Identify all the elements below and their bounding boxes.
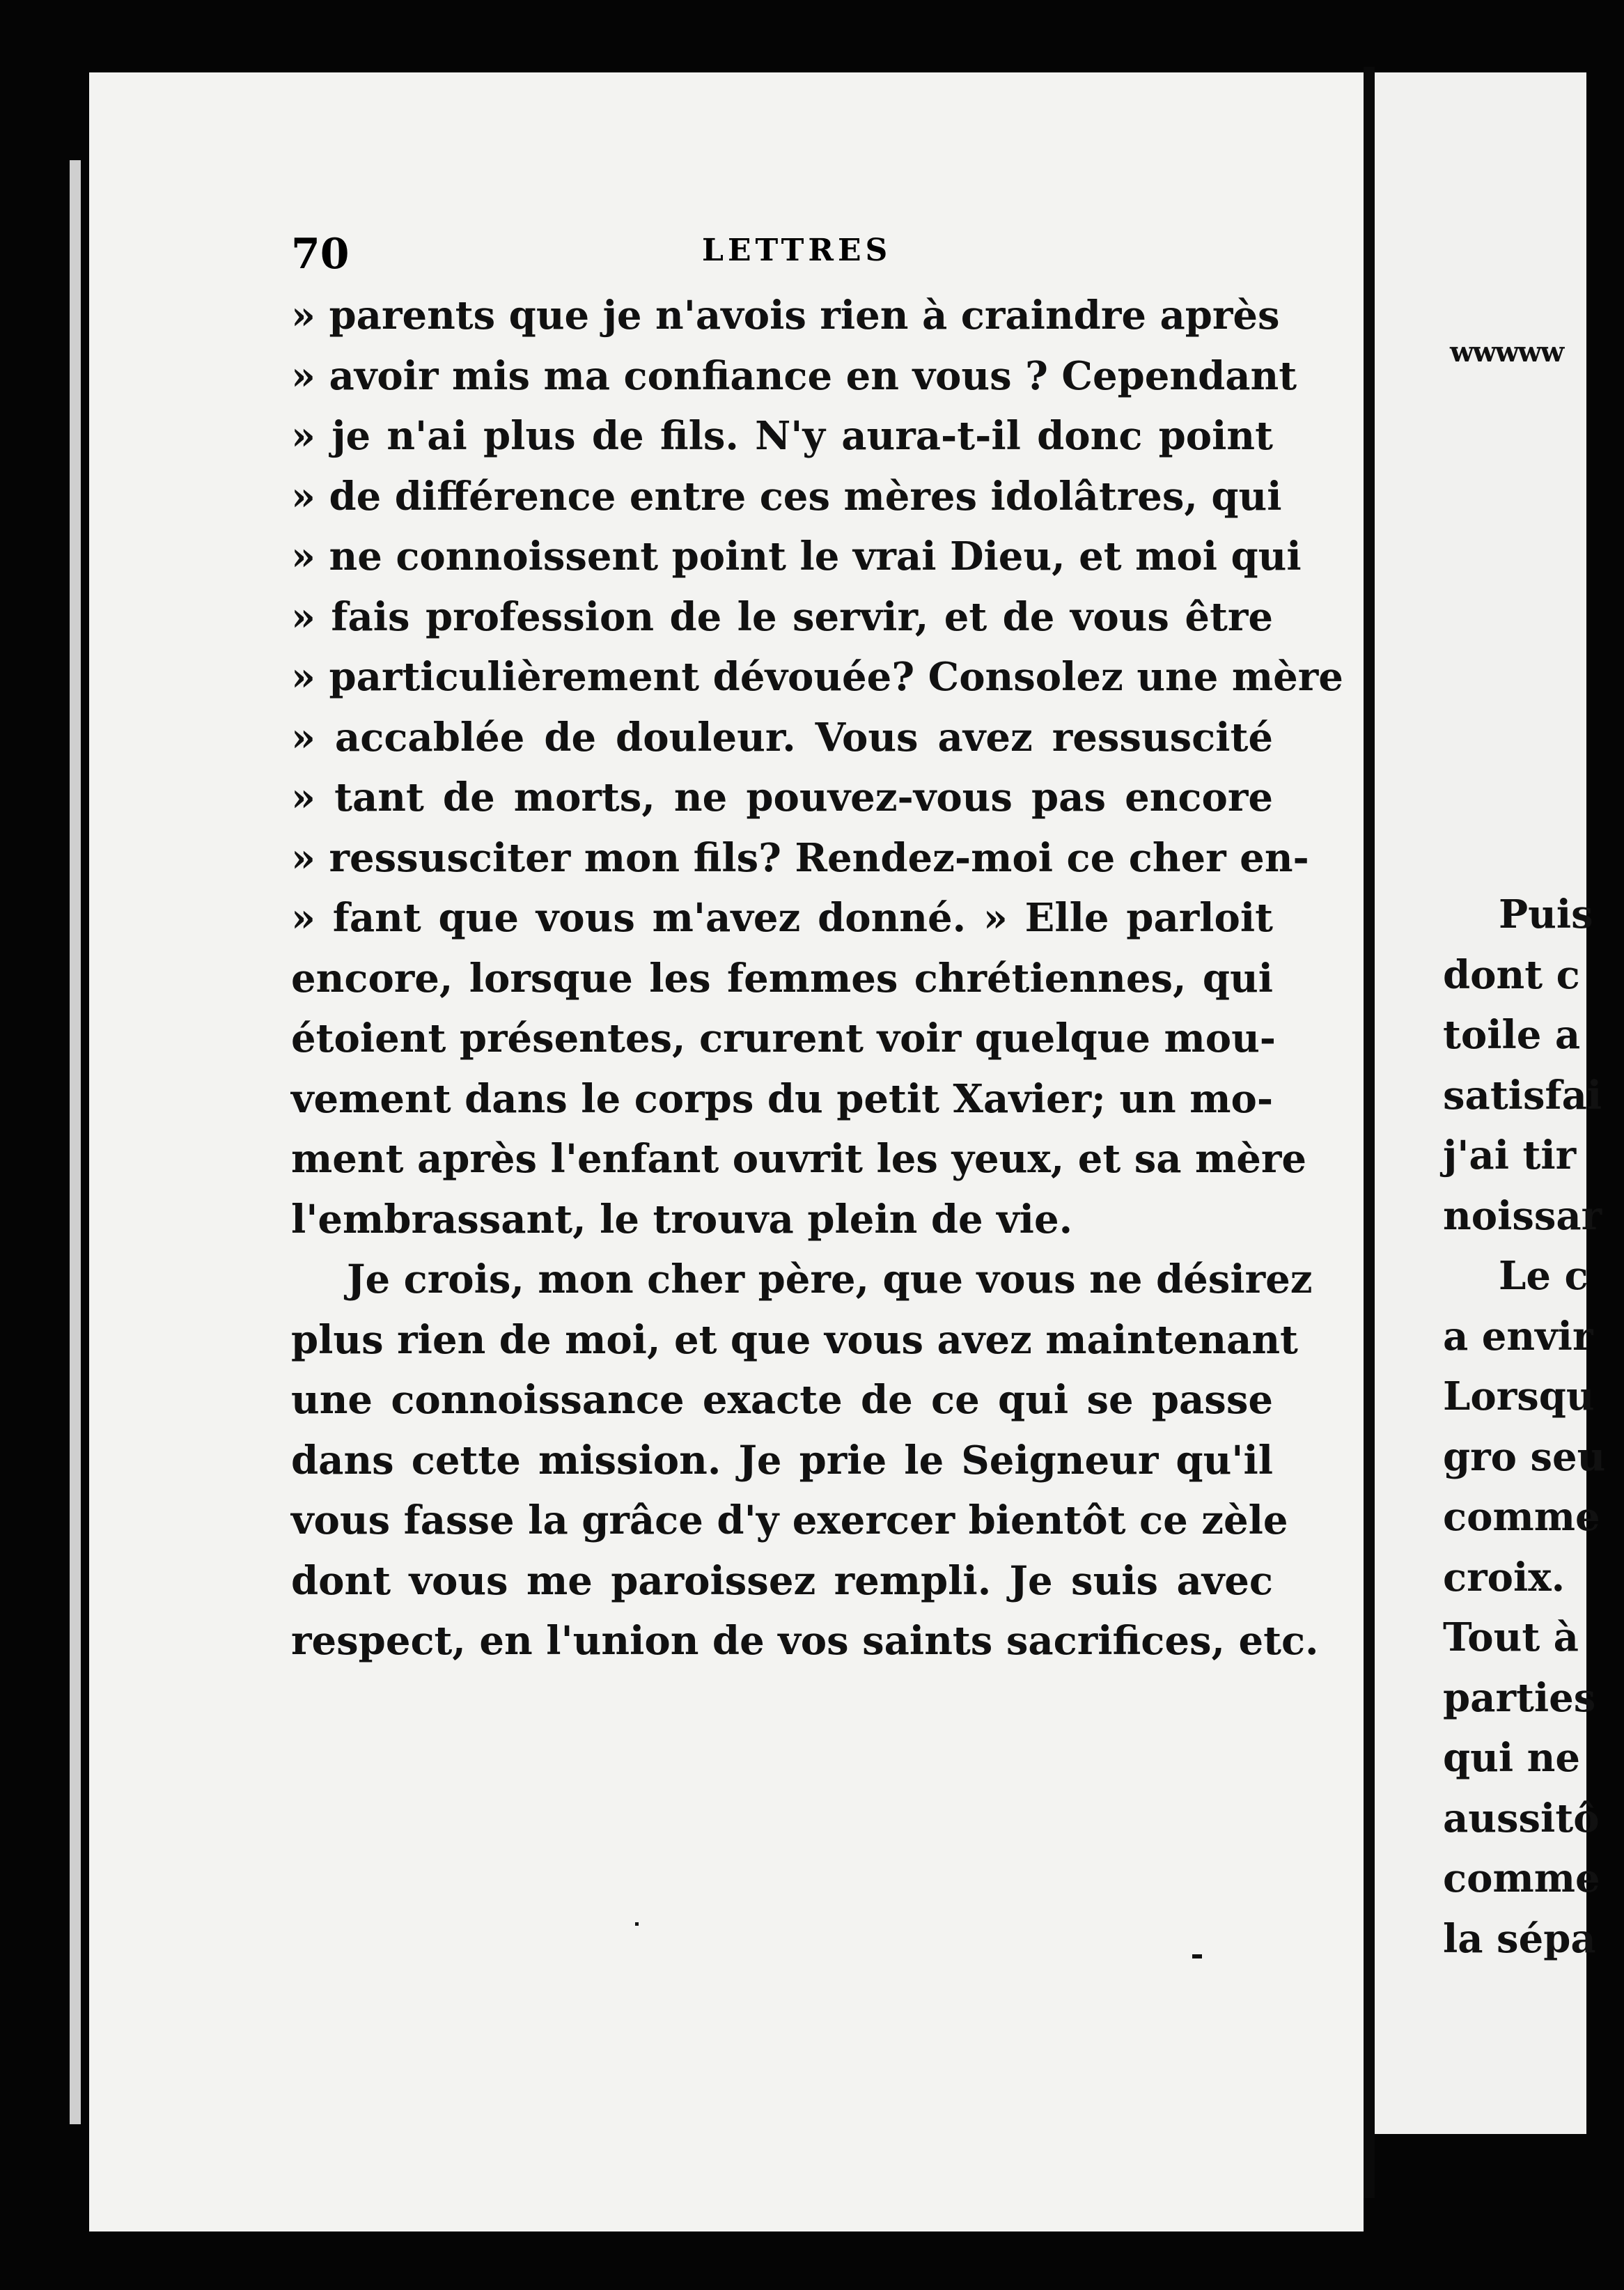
- ink-speck: [635, 1922, 639, 1926]
- text-line: dans cette mission. Je prie le Seigneur qu'il: [291, 1437, 1273, 1483]
- text-line: » parents que je n'avois rien à craindre après: [291, 293, 1280, 338]
- text-line: » fais profession de le servir, et de vous être: [291, 593, 1273, 640]
- text-line: comme: [1443, 1494, 1600, 1540]
- text-line: vement dans le corps du petit Xavier; un mo-: [291, 1075, 1274, 1122]
- text-line: » je n'ai plus de fils. N'y aura-t-il donc point: [291, 413, 1273, 459]
- text-line: » accablée de douleur. Vous avez ressuscité: [291, 714, 1273, 761]
- text-line: » ressusciter mon fils? Rendez-moi ce cher en-: [291, 834, 1309, 881]
- text-line: Le c: [1499, 1253, 1588, 1299]
- page-number: 70: [291, 230, 350, 279]
- text-line: vous fasse la grâce d'y exercer bientôt ce zèle: [291, 1497, 1288, 1543]
- text-line: » ne connoissent point le vrai Dieu, et moi qui: [291, 533, 1302, 579]
- text-line: » particulièrement dévouée? Consolez une mère: [291, 654, 1343, 700]
- text-line: Lorsqu: [1443, 1373, 1595, 1419]
- text-line: » avoir mis ma confiance en vous ? Cependant: [291, 352, 1297, 399]
- running-head: LETTRES: [702, 233, 892, 268]
- text-line: ment après l'enfant ouvrit les yeux, et sa mère: [291, 1136, 1307, 1182]
- text-line: comme: [1443, 1855, 1600, 1901]
- text-line: dont vous me paroissez rempli. Je suis avec: [291, 1557, 1273, 1604]
- right-page-text: [1443, 885, 1624, 1969]
- text-line: étoient présentes, crurent voir quelque mou-: [291, 1015, 1276, 1061]
- text-line: parties: [1443, 1674, 1596, 1721]
- page-header: [291, 230, 1273, 286]
- text-line: plus rien de moi, et que vous avez maintenant: [291, 1316, 1298, 1363]
- text-line: noissar: [1443, 1192, 1602, 1239]
- text-line: Tout à: [1443, 1614, 1579, 1660]
- text-line: a envir: [1443, 1313, 1593, 1360]
- text-line: croix.: [1443, 1554, 1566, 1600]
- text-line: aussitô: [1443, 1795, 1600, 1841]
- text-line: gro seu: [1443, 1433, 1606, 1480]
- text-line: » tant de morts, ne pouvez-vous pas encore: [291, 774, 1273, 820]
- book-gutter: [1364, 67, 1375, 2198]
- text-line: la sépa: [1443, 1915, 1596, 1962]
- text-line: Je crois, mon cher père, que vous ne désirez: [347, 1256, 1313, 1302]
- ornament-rule: wwwww: [1450, 336, 1563, 368]
- text-line: satisfai: [1443, 1072, 1602, 1119]
- text-line: encore, lorsque les femmes chrétiennes, qui: [291, 955, 1273, 1002]
- text-line: l'embrassant, le trouva plein de vie.: [291, 1196, 1073, 1243]
- ink-speck: [1192, 1954, 1202, 1958]
- text-line: qui ne: [1443, 1735, 1580, 1781]
- text-line: respect, en l'union de vos saints sacrifices, etc.: [291, 1618, 1319, 1664]
- text-line: Puis: [1499, 891, 1593, 937]
- body-text: [291, 286, 1343, 1672]
- page-edge: [70, 160, 81, 2124]
- text-line: » fant que vous m'avez donné. » Elle parloit: [291, 895, 1273, 941]
- text-line: toile a: [1443, 1012, 1581, 1058]
- text-line: » de différence entre ces mères idolâtres, qui: [291, 473, 1282, 520]
- text-line: j'ai tir: [1443, 1132, 1577, 1178]
- text-line: dont c: [1443, 951, 1580, 998]
- text-line: une connoissance exacte de ce qui se passe: [291, 1377, 1273, 1423]
